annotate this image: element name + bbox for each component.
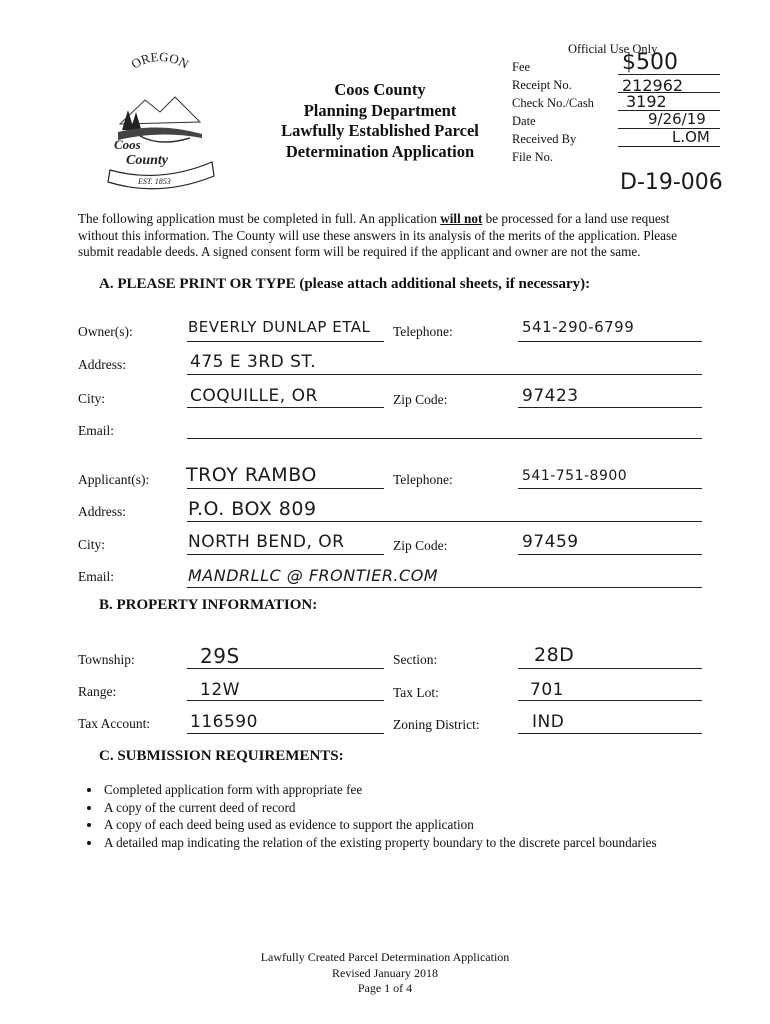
township-label: Township:: [78, 652, 135, 667]
owner-label: Owner(s):: [78, 324, 133, 339]
intro-part1: The following application must be completed in full. An application: [78, 211, 441, 226]
township-field[interactable]: 29S: [200, 644, 240, 668]
owner-telephone-field[interactable]: 541-290-6799: [522, 318, 635, 336]
receipt-value: 212962: [622, 76, 684, 95]
section-c-heading: C. SUBMISSION REQUIREMENTS:: [99, 748, 344, 764]
fee-label: Fee: [512, 60, 531, 74]
applicant-field[interactable]: TROY RAMBO: [186, 464, 317, 486]
applicant-telephone-field[interactable]: 541-751-8900: [522, 468, 628, 484]
page-footer: [0, 950, 770, 997]
owner-address-label: Address:: [78, 357, 126, 372]
tax-account-label: Tax Account:: [78, 716, 151, 731]
file-no-label: File No.: [512, 150, 553, 164]
requirement-item: • A copy of each deed being used as evidence to support the application: [102, 816, 657, 834]
range-field[interactable]: 12W: [200, 680, 240, 700]
owner-city-field[interactable]: COQUILLE, OR: [190, 386, 318, 406]
section-a-heading: A. PLEASE PRINT OR TYPE (please attach additional sheets, if necessary):: [99, 276, 591, 292]
requirements-list: [82, 781, 657, 851]
seal-ribbon-text: EST. 1853: [138, 177, 171, 186]
form-title: [270, 80, 490, 162]
footer-page-number: Page 1 of 4: [357, 981, 413, 995]
check-label: Check No./Cash: [512, 96, 594, 110]
applicant-city-field[interactable]: NORTH BEND, OR: [188, 532, 345, 552]
applicant-zip-label: Zip Code:: [393, 538, 448, 553]
range-label: Range:: [78, 684, 117, 699]
receipt-label: Receipt No.: [512, 78, 572, 92]
seal-county-line2: County: [126, 153, 169, 168]
owner-zip-field[interactable]: 97423: [522, 386, 579, 406]
seal-arc-text: OREGON: [128, 52, 192, 72]
tax-lot-field[interactable]: 701: [530, 680, 564, 700]
title-line-2: Planning Department: [303, 100, 457, 120]
applicant-address-label: Address:: [78, 504, 126, 519]
zoning-district-label: Zoning District:: [393, 717, 480, 732]
owner-zip-label: Zip Code:: [393, 392, 448, 407]
title-line-1: Coos County: [334, 80, 426, 99]
check-value: 3192: [626, 92, 667, 111]
section-b-heading: B. PROPERTY INFORMATION:: [99, 597, 318, 613]
applicant-email-field[interactable]: MANDRLLC @ FRONTIER.COM: [188, 566, 439, 585]
requirement-item: • A detailed map indicating the relation of the existing property boundary to the discrete parcel boundaries: [102, 834, 657, 852]
owner-telephone-label: Telephone:: [393, 324, 453, 339]
applicant-email-label: Email:: [78, 569, 114, 584]
svg-text:OREGON: [129, 52, 192, 72]
applicant-address-field[interactable]: P.O. BOX 809: [188, 498, 317, 520]
intro-emphasis: will not: [440, 211, 483, 226]
received-by-value: L.OM: [672, 128, 710, 146]
intro-part2: be processed for a land use request without this information. The County will use these answers in its analysis of the merits of the application. Please submit readable deeds. A signed consent form will be required if the applicant and owner are not the same.: [78, 211, 677, 259]
owner-address-field[interactable]: 475 E 3RD ST.: [190, 352, 317, 372]
requirement-item: • A copy of the current deed of record: [102, 799, 657, 817]
zoning-district-field[interactable]: IND: [532, 712, 565, 732]
fee-value: $500: [622, 50, 678, 75]
section-field[interactable]: 28D: [534, 644, 575, 666]
applicant-city-label: City:: [78, 537, 106, 552]
title-line-3: Lawfully Established Parcel: [281, 121, 479, 140]
intro-paragraph: [78, 211, 708, 261]
date-label: Date: [512, 114, 536, 128]
date-value: 9/26/19: [648, 110, 706, 128]
applicant-telephone-label: Telephone:: [393, 472, 453, 487]
county-seal-logo: [100, 52, 220, 202]
seal-county-line1: Coos: [114, 137, 141, 152]
seal-graphic: [100, 52, 220, 202]
file-no-value: D-19-006: [620, 170, 723, 195]
section-label: Section:: [393, 652, 438, 667]
applicant-zip-field[interactable]: 97459: [522, 532, 579, 552]
footer-line-1: Lawfully Created Parcel Determination Application: [260, 950, 510, 964]
official-use-title: Official Use Only: [568, 42, 658, 56]
requirement-item: • Completed application form with appropriate fee: [102, 781, 657, 799]
owner-city-label: City:: [78, 391, 106, 406]
footer-line-2: Revised January 2018: [332, 965, 438, 980]
owner-email-label: Email:: [78, 423, 114, 438]
tax-account-field[interactable]: 116590: [190, 712, 258, 732]
owner-field[interactable]: BEVERLY DUNLAP ETAL: [188, 318, 371, 336]
applicant-label: Applicant(s):: [78, 472, 150, 487]
title-line-4: Determination Application: [285, 141, 475, 161]
tax-lot-label: Tax Lot:: [393, 685, 439, 700]
received-by-label: Received By: [512, 132, 577, 146]
